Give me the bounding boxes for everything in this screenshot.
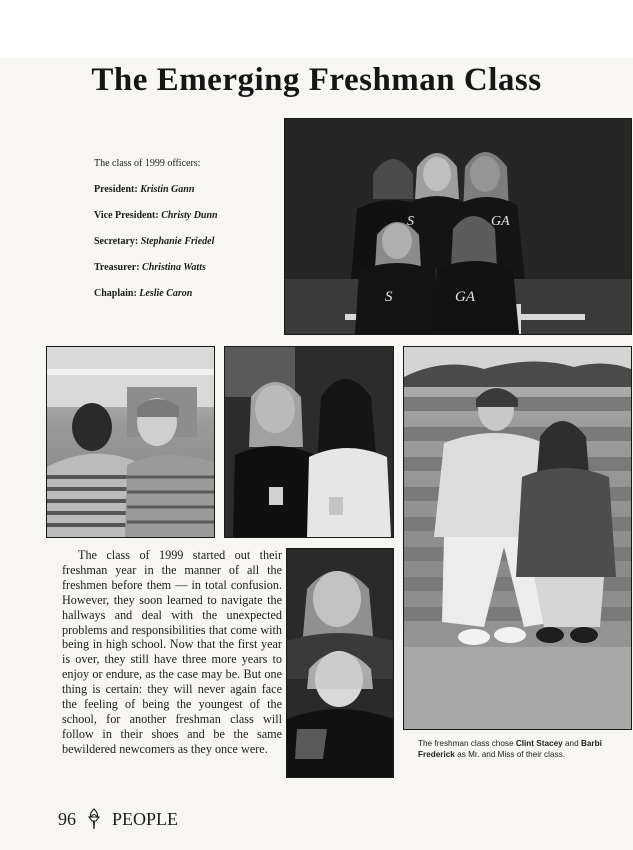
officer-secretary: Secretary: Stephanie Friedel xyxy=(94,236,215,247)
page-footer xyxy=(58,808,178,830)
officer-president: President: Kristin Gann xyxy=(94,184,195,195)
two-boys-photo xyxy=(46,346,215,538)
torch-icon xyxy=(86,808,102,830)
officer-vice-president: Vice President: Christy Dunn xyxy=(94,210,218,221)
caption-name-clint: Clint Stacey xyxy=(515,739,563,748)
officers-list xyxy=(94,158,284,314)
two-girls-photo xyxy=(224,346,394,538)
mr-and-miss-photo xyxy=(403,346,632,730)
two-girls-illustration xyxy=(225,347,393,537)
body-paragraph: The class of 1999 started out their freshman year in the manner of all the freshmen before them — in total confusion. However, they soon learned to navigate the hallways and deal with the unexpected problems and responsibilities that come with being in high school. Now that the first year is over, they still have three more years to enjoy or endure, as the case may be. But one thing is certain: they will never again face the feeling of being the youngest of the school, for another freshman class will follow in their shoes and be the same bewildered newcomers as they once were. xyxy=(62,548,282,756)
officer-treasurer: Treasurer: Christina Watts xyxy=(94,262,206,273)
officers-intro: The class of 1999 officers: xyxy=(94,158,201,169)
page-top-margin xyxy=(0,0,633,58)
jersey-letters-back-left: S xyxy=(407,214,414,229)
officer-chaplain: Chaplain: Leslie Caron xyxy=(94,288,193,299)
page-title: The Emerging Freshman Class xyxy=(91,62,542,98)
jersey-letters-back-right: GA xyxy=(491,214,510,229)
jersey-letters-front-right: GA xyxy=(455,289,475,305)
girls-group-illustration xyxy=(287,549,393,777)
caption-name-barbi: Barbi Frederick xyxy=(418,739,602,759)
two-boys-illustration xyxy=(47,347,214,537)
officers-photo-illustration xyxy=(285,119,631,334)
jersey-letters-front-left: S xyxy=(385,289,393,305)
section-label: PEOPLE xyxy=(112,808,179,829)
mr-and-miss-illustration xyxy=(404,347,631,729)
officers-group-photo xyxy=(284,118,632,335)
page-number: 96 xyxy=(58,808,76,829)
girls-group-photo xyxy=(286,548,394,778)
photo-caption: The freshman class chose Clint Stacey and Barbi Frederick as Mr. and Miss of their class. xyxy=(418,739,602,759)
